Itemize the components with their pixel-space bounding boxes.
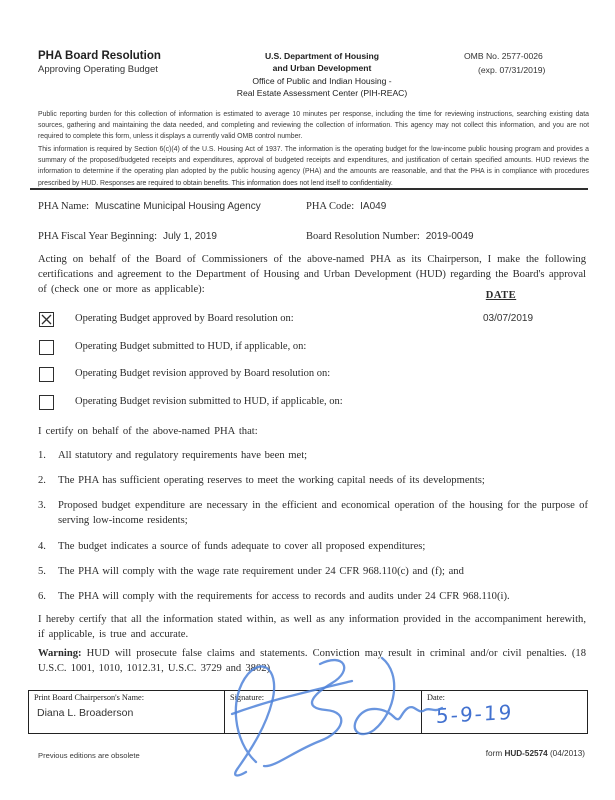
warning-text: HUD will prosecute false claims and statements. Conviction may result in criminal and/or civil penalties. (18 U.S.C. 1001, 1010, 1012.31, U.S.C. 3729 and 3802): [38, 648, 586, 674]
item-number: 3.: [38, 500, 46, 511]
horizontal-divider: [30, 188, 588, 190]
checklist-row: [38, 395, 590, 423]
checklist-row: [38, 367, 590, 395]
certification-item: [38, 473, 588, 488]
warning-label: Warning:: [38, 648, 82, 659]
form-number: HUD-52574: [504, 749, 548, 758]
item-text: The budget indicates a source of funds adequate to cover all proposed expenditures;: [58, 541, 426, 552]
certification-list: [38, 448, 588, 614]
item-text: The PHA has sufficient operating reserves to meet the working capital needs of its developments;: [58, 475, 485, 486]
item-number: 6.: [38, 591, 46, 602]
public-reporting-burden-paragraph: Public reporting burden for this collection of information is estimated to average 10 minutes per response, including the time for reviewing instructions, searching existing data sources, gathering and maintaining the data needed, and completing and reviewing the collection of information. This agency may not collect this information, and you are not required to complete this form, unless it displays a currently valid OMB control number.: [38, 111, 589, 141]
form-prefix: form: [485, 749, 505, 758]
certification-item: [38, 539, 588, 554]
pha-name-row: [38, 201, 590, 217]
signature-table: [28, 690, 588, 734]
checkbox-operating-budget-approved[interactable]: [39, 312, 54, 327]
form-revision: (04/2013): [547, 749, 585, 758]
checkbox-operating-budget-submitted[interactable]: [39, 340, 54, 355]
signature-label: Signature:: [230, 693, 265, 702]
checklist-label: Operating Budget revision approved by Board resolution on:: [75, 368, 331, 379]
certification-item: [38, 448, 588, 463]
board-resolution-number-label: Board Resolution Number:: [306, 231, 420, 242]
budget-approval-checklist: [38, 312, 590, 422]
print-name-label: Print Board Chairperson's Name:: [34, 693, 145, 702]
pha-code-label: PHA Code:: [306, 201, 355, 212]
agency-line-3: Office of Public and Indian Housing -: [252, 75, 392, 86]
checklist-row: [38, 340, 590, 368]
hereby-certify-paragraph: I hereby certify that all the information stated within, as well as any information provided in the accompaniment herewith, if applicable, is true and accurate.: [38, 614, 586, 640]
date-label: Date:: [427, 693, 445, 702]
warning-paragraph: [38, 646, 586, 676]
checklist-label: Operating Budget submitted to HUD, if applicable, on:: [75, 340, 307, 352]
item-number: 5.: [38, 566, 46, 577]
item-number: 1.: [38, 450, 46, 461]
fiscal-year-value: July 1, 2019: [163, 231, 217, 242]
omb-number: OMB No. 2577-0026: [464, 51, 543, 61]
checkbox-revision-submitted[interactable]: [39, 395, 54, 410]
certification-item: [38, 589, 588, 604]
item-text: The PHA will comply with the requirements for access to records and audits under 24 CFR 968.110(i).: [58, 591, 510, 602]
form-header: [38, 50, 590, 100]
checkbox-x-mark: [40, 313, 53, 326]
pha-code-value: IA049: [360, 201, 387, 212]
checklist-label: Operating Budget revision submitted to HUD, if applicable, on:: [75, 395, 343, 407]
approval-date-value: 03/07/2019: [483, 313, 534, 324]
signature-cell: [224, 691, 421, 733]
certify-intro: I certify on behalf of the above-named PHA that:: [38, 426, 258, 437]
print-name-cell: [29, 691, 224, 733]
omb-block: [464, 50, 590, 100]
pha-name-value: Muscatine Municipal Housing Agency: [95, 201, 261, 212]
print-name-value: Diana L. Broaderson: [37, 707, 134, 719]
information-required-paragraph: This information is required by Section 6(c)(4) of the U.S. Housing Act of 1937. The information is the operating budget for the low-income public housing program and provides a summary of the proposed/budgeted receipts and expenditures, approval of budgeted receipts and expenditures, and justification of certain specified amounts. HUD reviews the information to determine if the operating plan adopted by the public housing agency (PHA) and the amounts are reasonable, and that the PHA is in compliance with procedures prescribed by HUD. Responses are required to obtain benefits. This information does not lend itself to confidentiality.: [38, 146, 589, 187]
date-column-header: DATE: [485, 290, 517, 301]
item-text: Proposed budget expenditure are necessary in the efficient and economical operation of the housing for the purpose of serving low-income residents;: [58, 500, 588, 526]
acting-on-behalf-paragraph: Acting on behalf of the Board of Commissioners of the above-named PHA as its Chairperson, I make the following certifications and agreement to the Department of Housing and Urban Development (HUD) regarding the Board's approval of (check one or more as applicable):: [38, 254, 586, 295]
date-cell: [421, 691, 587, 733]
checkbox-revision-approved[interactable]: [39, 367, 54, 382]
agency-line-2: and Urban Development: [272, 63, 372, 74]
form-number-note: [486, 749, 585, 758]
certification-item: [38, 498, 588, 528]
item-text: All statutory and regulatory requirements have been met;: [58, 450, 308, 461]
agency-line-1: U.S. Department of Housing: [264, 51, 380, 61]
handwritten-date: 5-9-19: [435, 699, 514, 729]
agency-block: [196, 50, 448, 100]
certification-item: [38, 564, 588, 579]
form-title-block: [38, 50, 196, 100]
fiscal-year-row: [38, 231, 590, 247]
form-subtitle: Approving Operating Budget: [38, 64, 158, 75]
item-number: 4.: [38, 541, 46, 552]
previous-editions-note: Previous editions are obsolete: [38, 751, 140, 760]
board-resolution-number-value: 2019-0049: [425, 231, 474, 242]
omb-expiration: (exp. 07/31/2019): [478, 64, 546, 75]
item-text: The PHA will comply with the wage rate requirement under 24 CFR 968.110(c) and (f); and: [58, 566, 464, 577]
form-title: PHA Board Resolution: [38, 50, 161, 62]
pha-name-label: PHA Name:: [38, 201, 90, 212]
agency-line-4: Real Estate Assessment Center (PIH-REAC): [236, 88, 408, 99]
item-number: 2.: [38, 475, 46, 486]
fiscal-year-label: PHA Fiscal Year Beginning:: [38, 231, 158, 242]
checklist-label: Operating Budget approved by Board resolution on:: [75, 313, 294, 324]
